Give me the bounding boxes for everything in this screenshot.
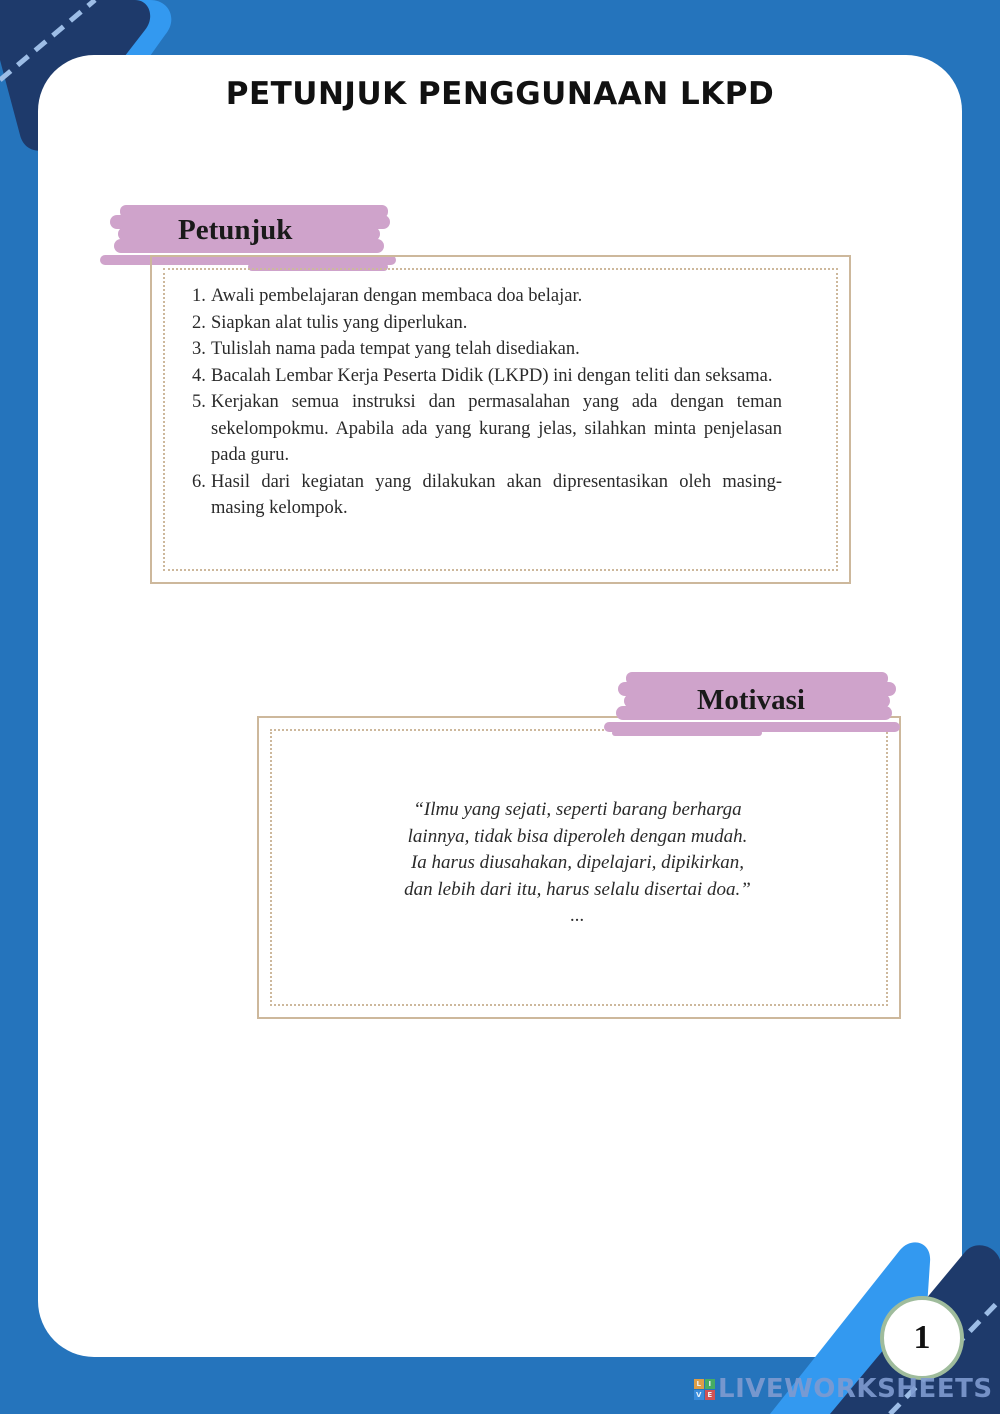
list-item — [192, 283, 782, 310]
quote-line: lainnya, tidak bisa diperoleh dengan mudah. — [407, 825, 748, 847]
quote-line: Ia harus diusahakan, dipelajari, dipikirkan, — [410, 852, 744, 873]
item-number: 2. — [192, 312, 206, 333]
watermark-text: LIVEWORKSHEETS — [718, 1374, 993, 1404]
motivation-quote — [340, 797, 815, 930]
quote-line: “Ilmu yang sejati, seperti barang berharga — [413, 799, 742, 820]
item-text: Kerjakan semua instruksi dan permasalahan yang ada dengan teman sekelompokmu. Apabila ada yang kurang jelas, silahkan minta penjelasan pada guru. — [211, 392, 782, 465]
item-number: 5. — [192, 392, 206, 412]
list-item — [192, 336, 782, 363]
item-number: 6. — [192, 471, 206, 492]
liveworksheets-watermark — [694, 1374, 993, 1404]
item-text: Bacalah Lembar Kerja Peserta Didik (LKPD) ini dengan teliti dan seksama. — [211, 365, 773, 386]
list-item — [192, 363, 782, 390]
item-number: 1. — [192, 286, 206, 306]
liveworksheets-logo-icon: L I V E — [694, 1379, 715, 1400]
list-item — [192, 310, 782, 337]
page-title: PETUNJUK PENGGUNAAN LKPD — [225, 76, 775, 112]
instruction-list — [192, 283, 782, 522]
item-number: 3. — [192, 339, 206, 359]
motivasi-label: Motivasi — [697, 684, 805, 716]
petunjuk-label: Petunjuk — [178, 214, 293, 246]
page-number: 1 — [913, 1319, 931, 1356]
quote-ellipsis: ... — [570, 905, 585, 926]
item-text: Hasil dari kegiatan yang dilakukan akan dipresentasikan oleh masing-masing kelompok. — [211, 471, 782, 518]
item-text: Awali pembelajaran dengan membaca doa belajar. — [211, 286, 583, 306]
page-number-badge — [880, 1296, 964, 1380]
item-text: Tulislah nama pada tempat yang telah disediakan. — [211, 339, 580, 359]
item-number: 4. — [192, 365, 206, 386]
list-item — [192, 469, 782, 522]
list-item — [192, 389, 782, 469]
item-text: Siapkan alat tulis yang diperlukan. — [211, 312, 468, 333]
quote-line: dan lebih dari itu, harus selalu disertai doa.” — [404, 878, 751, 900]
